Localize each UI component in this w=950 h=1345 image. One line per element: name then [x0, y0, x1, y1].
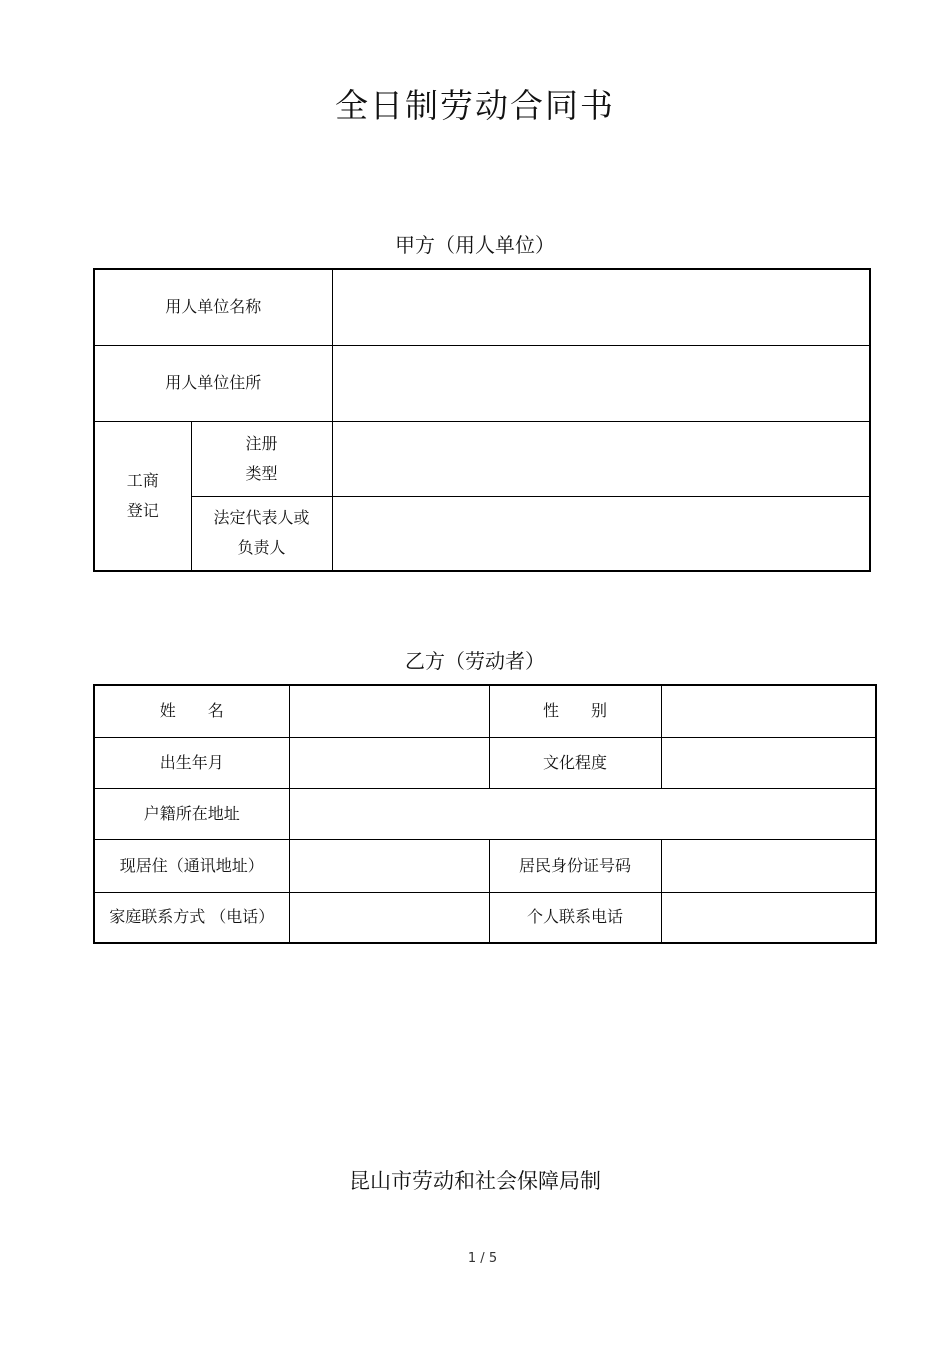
registration-type-field[interactable] [332, 421, 870, 496]
registration-type-line2: 类型 [245, 463, 278, 483]
gender-label: 性 别 [489, 685, 661, 737]
education-field[interactable] [661, 737, 876, 788]
household-address-field[interactable] [289, 788, 876, 839]
birth-date-label: 出生年月 [94, 737, 289, 788]
registration-type-label [191, 421, 332, 496]
employer-name-field[interactable] [332, 269, 870, 345]
id-number-label: 居民身份证号码 [489, 839, 661, 892]
registration-label-line2: 登记 [126, 500, 159, 520]
employer-address-label: 用人单位住所 [94, 345, 332, 421]
education-label: 文化程度 [489, 737, 661, 788]
residence-address-field[interactable] [289, 839, 489, 892]
worker-name-field[interactable] [289, 685, 489, 737]
party-b-table [93, 684, 877, 944]
id-number-field[interactable] [661, 839, 876, 892]
registration-label [94, 421, 191, 571]
registration-label-line1: 工商 [126, 470, 159, 490]
employer-address-field[interactable] [332, 345, 870, 421]
residence-address-label: 现居住（通讯地址） [94, 839, 289, 892]
legal-representative-line1: 法定代表人或 [213, 508, 310, 528]
gender-field[interactable] [661, 685, 876, 737]
birth-date-field[interactable] [289, 737, 489, 788]
party-a-table [93, 268, 871, 572]
legal-representative-line2: 负责人 [237, 538, 286, 558]
page-number: 1 / 5 [467, 1251, 498, 1266]
party-a-heading: 甲方（用人单位） [395, 233, 555, 257]
document-title: 全日制劳动合同书 [335, 86, 615, 125]
legal-representative-label [191, 496, 332, 571]
family-contact-field[interactable] [289, 892, 489, 943]
worker-name-label: 姓 名 [94, 685, 289, 737]
family-contact-label: 家庭联系方式 （电话） [94, 892, 289, 943]
party-b-heading: 乙方（劳动者） [405, 649, 545, 673]
personal-phone-field[interactable] [661, 892, 876, 943]
personal-phone-label: 个人联系电话 [489, 892, 661, 943]
legal-representative-field[interactable] [332, 496, 870, 571]
household-address-label: 户籍所在地址 [94, 788, 289, 839]
registration-type-line1: 注册 [245, 433, 278, 453]
employer-name-label: 用人单位名称 [94, 269, 332, 345]
issuer-footer: 昆山市劳动和社会保障局制 [349, 1169, 601, 1193]
